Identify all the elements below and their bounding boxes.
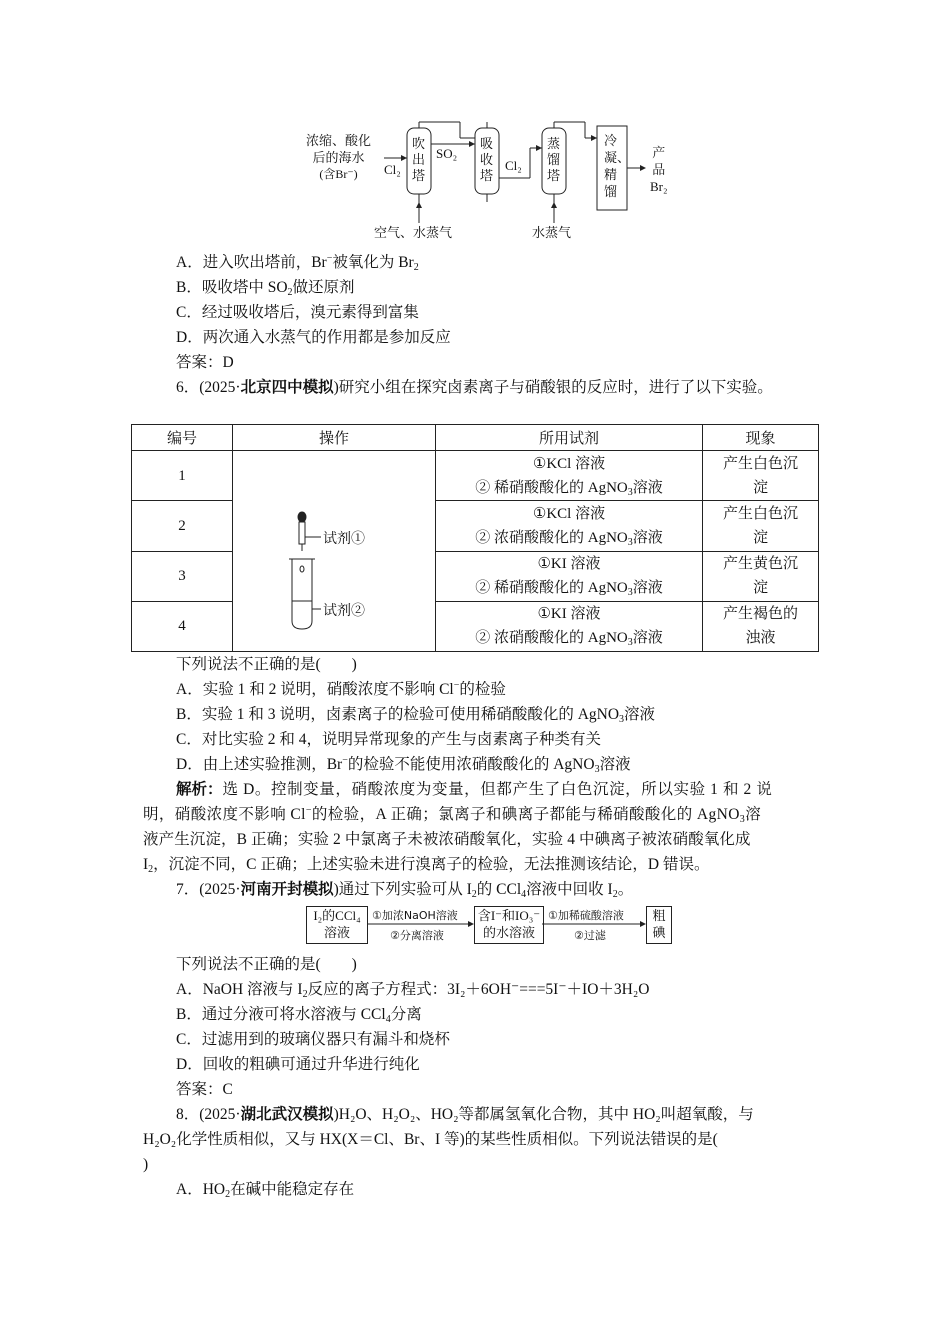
- reagent-cell: ①KCl 溶液 ② 浓硝酸酸化的 AgNO$_3$溶液: [436, 501, 703, 551]
- q7-option-d: D．回收的粗碘可通过升华进行纯化: [176, 1056, 420, 1073]
- q7-option-a: A．NaOH 溶液与 $I_2$反应的离子方程式：3I₂＋6OH⁻===5I⁻＋IO＋3H₂O: [176, 981, 650, 1000]
- flow-step1-bottom: ②分离溶液: [390, 929, 444, 942]
- header-reagent: 所用试剂: [436, 425, 703, 451]
- cl2-label-b: Cl₂: [505, 158, 522, 173]
- q6-explanation-3: 液产生沉淀，B 正确；实验 2 中氯离子未被浓硝酸氧化，实验 4 中碘离子被浓硝酸氧化成: [143, 831, 751, 848]
- cl2-label-a: Cl₂: [384, 162, 401, 177]
- q6-option-c: C．对比实验 2 和 4，说明异常现象的产生与卤素离子种类有关: [176, 731, 601, 748]
- test-tube-dropper-figure: [233, 451, 435, 651]
- steam-label: 水蒸气: [532, 225, 572, 240]
- reagent-cell: ①KI 溶液 ② 浓硝酸酸化的 AgNO$_3$溶液: [436, 601, 703, 651]
- q7-option-b: B．通过分液可将水溶液与 CCl$_4$分离: [176, 1006, 422, 1025]
- flow-box-start: I₂的CCl₄ 溶液: [306, 906, 368, 944]
- operation-cell: [233, 451, 436, 652]
- header-operation: 操作: [233, 425, 436, 451]
- q7-option-c: C．过滤用到的玻璃仪器只有漏斗和烧杯: [176, 1031, 450, 1048]
- q6-option-a: A．实验 1 和 2 说明，硝酸浓度不影响 Cl−的检验: [176, 680, 506, 698]
- q7-stem: 7．(2025·河南开封模拟)通过下列实验可从 $I_2$的 CCl$_4$溶液中回收 $I_2$。: [176, 881, 634, 900]
- q6-explanation-2: 明，硝酸浓度不影响 Cl−的检验，A 正确；氯离子和碘离子都能与稀硝酸酸化的 AgNO$_3$溶: [143, 805, 762, 825]
- phenomenon-cell: 产生黄色沉 淀: [703, 551, 819, 601]
- tower-blow-out: 吹出塔: [412, 136, 426, 183]
- phenomenon-cell: 产生褐色的 浊液: [703, 601, 819, 651]
- bromine-process-diagram: [300, 118, 680, 243]
- q5-option-b: B．吸收塔中 $SO_2$做还原剂: [176, 279, 355, 298]
- q8-stem-3: ): [143, 1156, 149, 1173]
- tower-absorb: 吸收塔: [480, 136, 494, 183]
- q8-option-a: A．$HO_2$在碱中能稳定存在: [176, 1181, 355, 1200]
- q8-stem-1: 8．(2025·湖北武汉模拟)H₂O、H₂O₂、HO₂等都属氢氧化合物，其中 HO₂叫超氧酸，与: [176, 1106, 754, 1123]
- table-header-row: [132, 425, 819, 451]
- reagent2-label: 试剂②: [323, 604, 365, 619]
- q5-option-c: C．经过吸收塔后，溴元素得到富集: [176, 304, 419, 321]
- reagent-cell: ①KCl 溶液 ② 稀硝酸酸化的 AgNO$_3$溶液: [436, 451, 703, 501]
- header-no: 编号: [132, 425, 233, 451]
- q6-option-d: D．由上述实验推测，Br−的检验不能使用浓硝酸酸化的 AgNO$_3$溶液: [176, 755, 631, 775]
- q6-option-b: B．实验 1 和 3 说明，卤素离子的检验可使用稀硝酸酸化的 AgNO$_3$溶液: [176, 706, 656, 725]
- q6-ask: 下列说法不正确的是( ): [176, 656, 357, 673]
- phenomenon-cell: 产生白色沉 淀: [703, 451, 819, 501]
- feed-label: 浓缩、酸化 后的海水 (含Br⁻): [306, 133, 372, 181]
- flow-step2-bottom: ②过滤: [574, 929, 606, 942]
- flow-step1-top: ①加浓NaOH溶液: [372, 909, 458, 922]
- flow-box-middle: 含I⁻和IO₃⁻ 的水溶液: [474, 906, 544, 944]
- row-no: 4: [132, 601, 233, 651]
- phenomenon-cell: 产生白色沉 淀: [703, 501, 819, 551]
- reagent1-label: 试剂①: [323, 532, 365, 547]
- flow-step2-top: ①加稀硫酸溶液: [548, 909, 624, 922]
- q6-explanation-1: 解析：选 D。控制变量，硝酸浓度为变量，但都产生了白色沉淀，所以实验 1 和 2 说: [176, 781, 773, 798]
- product-label: 产 品 Br₂: [650, 145, 668, 194]
- flow-box-end: 粗 碘: [646, 906, 672, 944]
- q6-explanation-4: $I_2$，沉淀不同，C 正确；上述实验未进行溴离子的检验，无法推测该结论，D 错误。: [143, 856, 710, 875]
- table-row: [132, 451, 819, 501]
- header-phenomenon: 现象: [703, 425, 819, 451]
- q7-ask: 下列说法不正确的是( ): [176, 956, 357, 973]
- q7-flowchart: [306, 906, 676, 948]
- tower-distill: 蒸馏塔: [547, 136, 561, 183]
- q6-stem: 6．(2025·北京四中模拟)研究小组在探究卤素离子与硝酸银的反应时，进行了以下实验。: [176, 379, 773, 396]
- air-steam-label: 空气、水蒸气: [374, 225, 453, 240]
- q5-answer: 答案：D: [176, 354, 234, 371]
- q7-answer: 答案：C: [176, 1081, 233, 1098]
- q5-option-d: D．两次通入水蒸气的作用都是参加反应: [176, 329, 451, 346]
- so2-label: SO₂: [436, 146, 458, 161]
- condenser-box-label: 冷凝、精馏: [604, 133, 631, 199]
- row-no: 3: [132, 551, 233, 601]
- q5-option-a: A．进入吹出塔前，Br−被氧化为 $Br_2$: [176, 253, 419, 273]
- experiment-table: [131, 424, 819, 652]
- row-no: 1: [132, 451, 233, 501]
- reagent-cell: ①KI 溶液 ② 稀硝酸酸化的 AgNO$_3$溶液: [436, 551, 703, 601]
- q8-stem-2: H₂O₂化学性质相似，又与 HX(X＝Cl、Br、I 等)的某些性质相似。下列说法错误的是(: [143, 1131, 718, 1148]
- row-no: 2: [132, 501, 233, 551]
